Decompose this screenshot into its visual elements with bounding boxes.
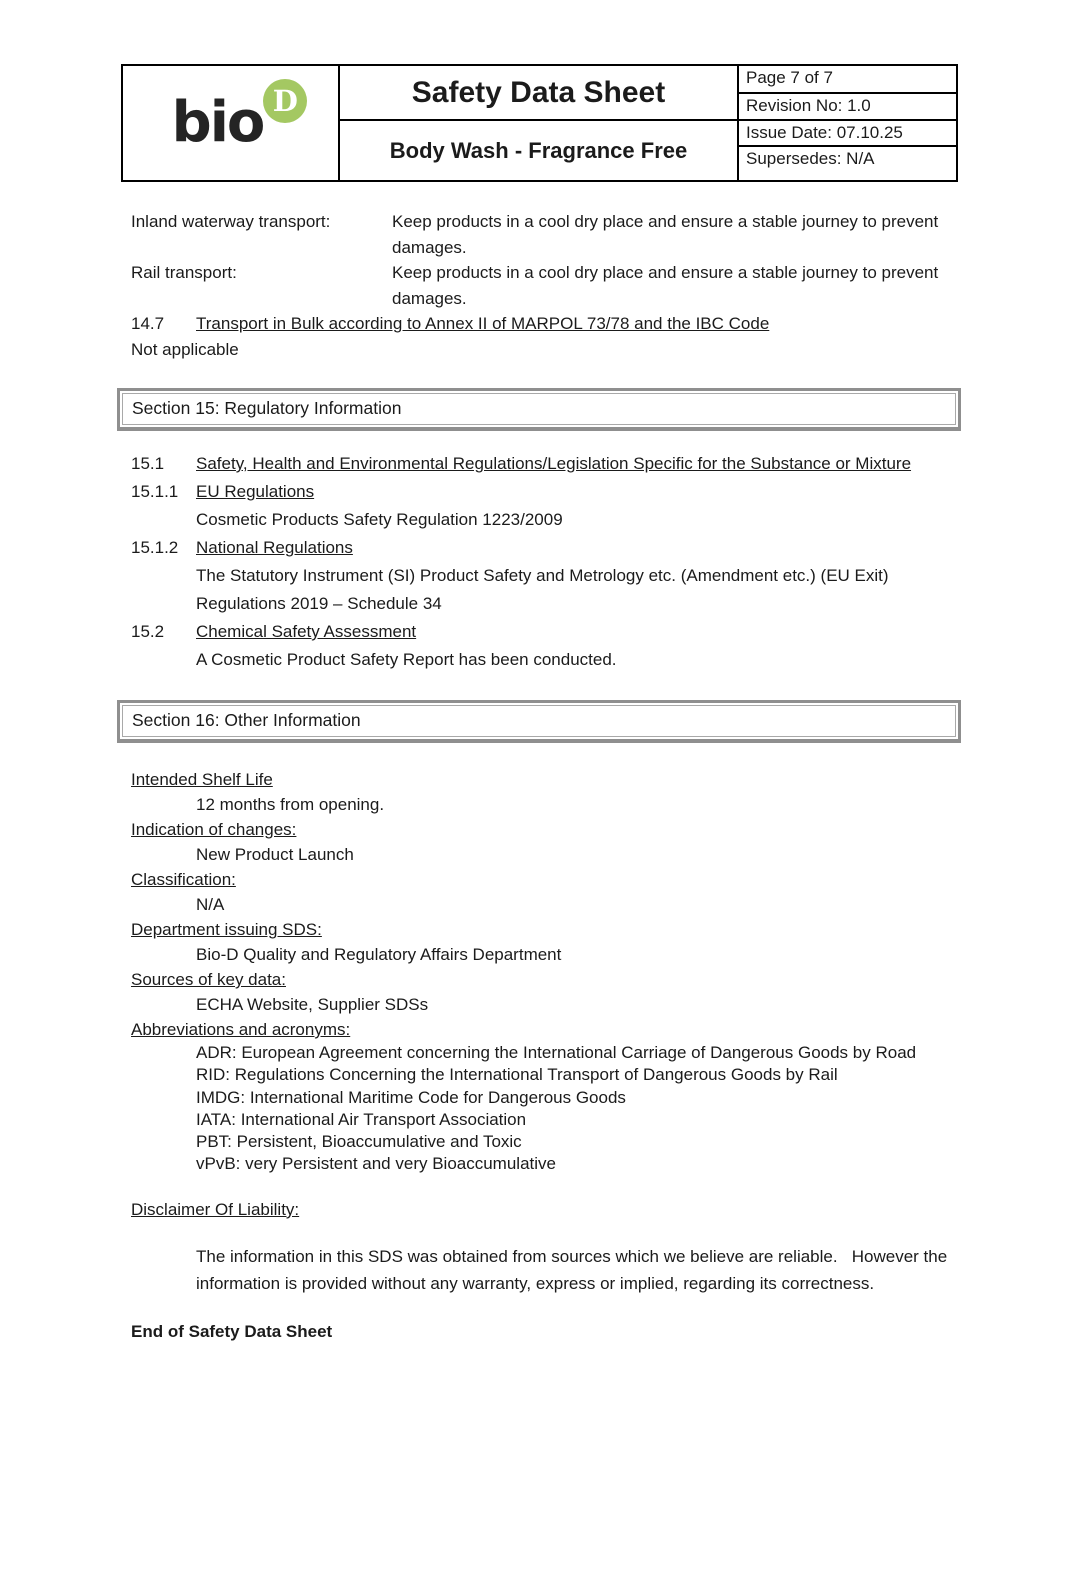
clause-15-1: [131, 450, 921, 478]
abbreviations-label: Abbreviations and acronyms:: [131, 1020, 351, 1039]
end-of-sheet-note: End of Safety Data Sheet: [131, 1321, 333, 1341]
info-entry-sources-of-key-data: [131, 967, 943, 1017]
logo-d-badge-icon: D: [263, 79, 307, 123]
info-label: Sources of key data:: [131, 970, 286, 989]
clause-15-1-1-number: 15.1.1: [131, 482, 179, 501]
clause-15-1-1-title: EU Regulations: [196, 482, 315, 501]
abbreviation-item-iata: IATA: International Air Transport Association: [196, 1109, 527, 1129]
transport-info-block: [131, 209, 943, 362]
clause-14-7-number: 14.7: [131, 314, 165, 333]
clause-15-1-1: [131, 478, 943, 506]
section-15-header: [117, 388, 961, 431]
clause-15-1-2-body: The Statutory Instrument (SI) Product Safety and Metrology etc. (Amendment etc.) (EU Exit) Regulations 2019 – Schedule 34: [196, 566, 889, 613]
info-entry-shelf-life: [131, 767, 943, 817]
info-label: Intended Shelf Life: [131, 770, 273, 789]
brand-logo-cell: [123, 66, 338, 180]
clause-15-1-2: [131, 534, 943, 562]
transport-mode-label: Inland waterway transport:: [131, 212, 331, 231]
info-value: 12 months from opening.: [196, 795, 385, 814]
info-value: Bio-D Quality and Regulatory Affairs Department: [196, 945, 562, 964]
transport-mode-label: Rail transport:: [131, 263, 237, 282]
info-entry-classification: [131, 867, 943, 917]
transport-instruction: Keep products in a cool dry place and ensure a stable journey to prevent damages.: [392, 263, 939, 308]
sds-document-page: [0, 64, 1080, 1344]
section-15-body: [131, 450, 943, 674]
clause-15-2-title: Chemical Safety Assessment: [196, 622, 417, 641]
clause-15-1-2-title: National Regulations: [196, 538, 353, 557]
info-value: New Product Launch: [196, 845, 354, 864]
transport-instruction: Keep products in a cool dry place and ensure a stable journey to prevent damages.: [392, 212, 939, 257]
info-entry-indication-of-changes: [131, 817, 943, 867]
info-label: Classification:: [131, 870, 236, 889]
disclaimer-text: The information in this SDS was obtained from sources which we believe are reliable. However the information is provided without any warranty, express or implied, regarding its correctness.: [196, 1246, 952, 1293]
abbreviation-item-pbt: PBT: Persistent, Bioaccumulative and Toxic: [196, 1132, 522, 1152]
abbreviations-block: [131, 1017, 943, 1176]
brand-logo: [171, 84, 298, 155]
info-entry-department-issuing-sds: [131, 917, 943, 967]
disclaimer-label: Disclaimer Of Liability:: [131, 1199, 300, 1219]
document-header-table: [121, 64, 958, 182]
abbreviation-item-imdg: IMDG: International Maritime Code for Dangerous Goods: [196, 1087, 626, 1107]
page-indicator: Page 7 of 7: [737, 66, 956, 92]
clause-15-1-number: 15.1: [131, 454, 165, 473]
abbreviation-item-rid: RID: Regulations Concerning the International Transport of Dangerous Goods by Rail: [196, 1065, 838, 1085]
clause-15-2-number: 15.2: [131, 622, 165, 641]
info-label: Department issuing SDS:: [131, 920, 322, 939]
document-title: Safety Data Sheet: [338, 66, 737, 119]
abbreviation-item-adr: ADR: European Agreement concerning the International Carriage of Dangerous Goods by Road: [196, 1043, 917, 1062]
logo-wordmark: bio: [171, 90, 264, 155]
section-16-header: [117, 700, 961, 743]
clause-14-7-title: Transport in Bulk according to Annex II of MARPOL 73/78 and the IBC Code: [196, 314, 770, 333]
abbreviation-item-vpvb: vPvB: very Persistent and very Bioaccumulative: [196, 1154, 556, 1174]
clause-15-1-title: Safety, Health and Environmental Regulations/Legislation Specific for the Substance or Mixture: [196, 454, 912, 473]
clause-15-1-2-number: 15.1.2: [131, 538, 179, 557]
section-16-body: [131, 767, 952, 1344]
issue-date: Issue Date: 07.10.25: [737, 119, 956, 145]
section-15-title: Section 15: Regulatory Information: [122, 393, 956, 425]
clause-15-1-1-body: Cosmetic Products Safety Regulation 1223/2009: [196, 510, 563, 529]
section-16-title: Section 16: Other Information: [122, 705, 956, 737]
clause-14-7-note: Not applicable: [131, 339, 239, 359]
info-value: ECHA Website, Supplier SDSs: [196, 995, 429, 1014]
transport-row-inland-waterway: [131, 209, 943, 260]
info-label: Indication of changes:: [131, 820, 297, 839]
supersedes-note: Supersedes: N/A: [737, 145, 956, 180]
transport-row-rail: [131, 260, 943, 311]
revision-number: Revision No: 1.0: [737, 92, 956, 119]
clause-14-7: [131, 311, 943, 337]
info-value: N/A: [196, 895, 225, 914]
document-body: [131, 209, 952, 1344]
product-name: Body Wash - Fragrance Free: [338, 119, 737, 180]
clause-15-2: [131, 618, 943, 646]
clause-15-2-body: A Cosmetic Product Safety Report has been conducted.: [196, 650, 617, 669]
